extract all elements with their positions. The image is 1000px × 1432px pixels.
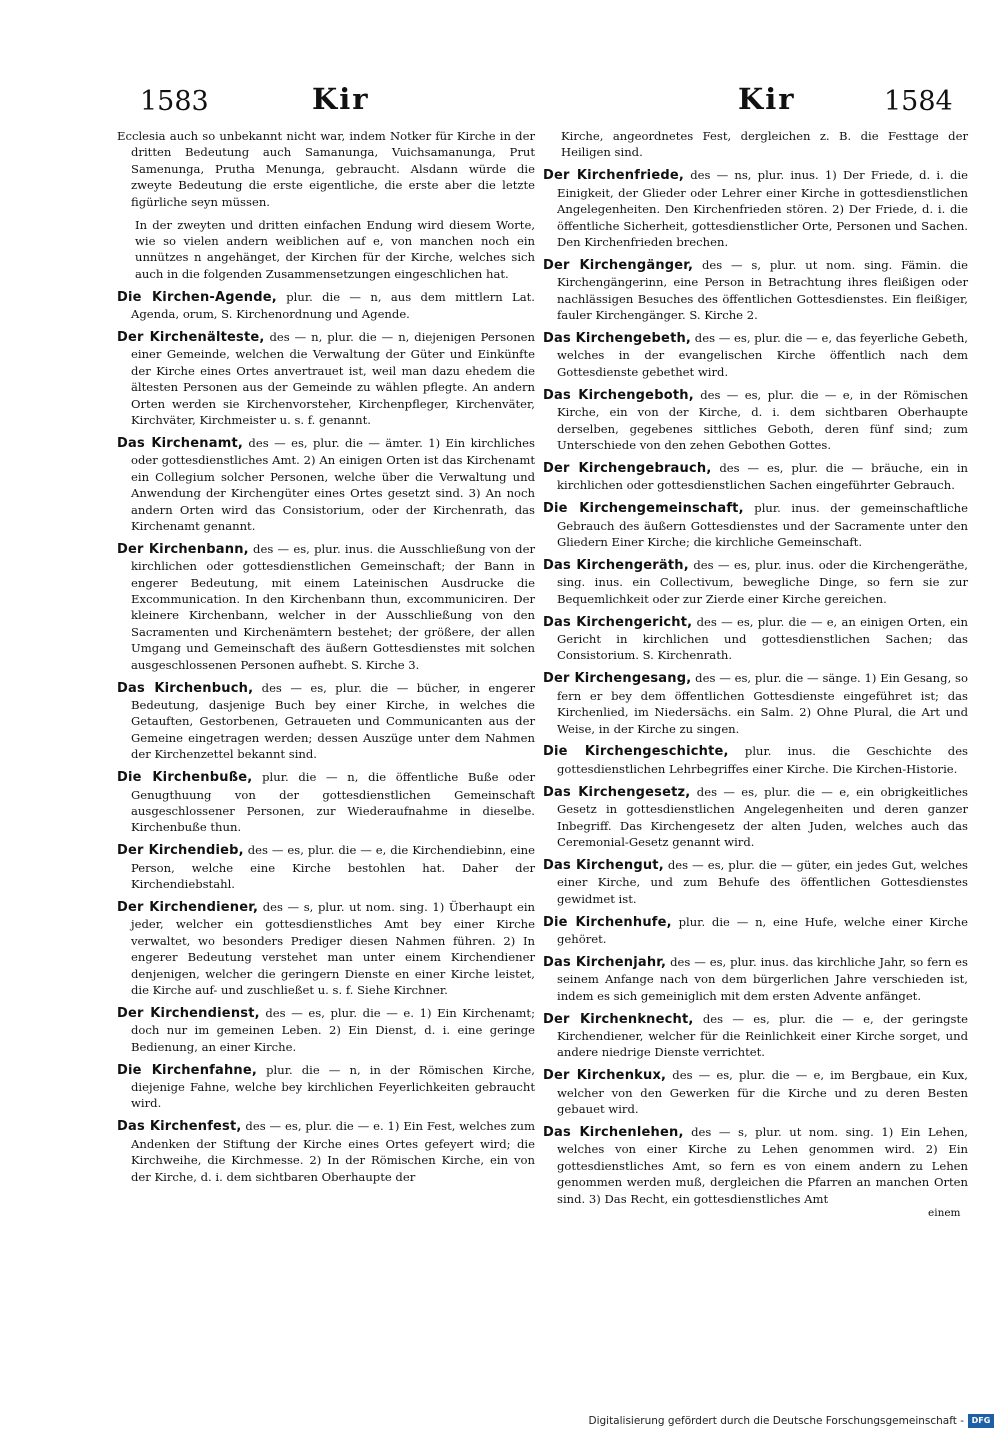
entry-headword: Der Kirchenkux, xyxy=(543,1068,667,1084)
entry-text: plur. die — n, aus dem mittlern Lat. Agenda, orum, S. Kirchenordnung und Agende. xyxy=(131,289,535,322)
footer xyxy=(0,1413,1000,1432)
entry-text: des — s, plur. ut nom. sing. 1) Überhaupt ein jeder, welcher ein gottesdienstliches Amt bey einer Kirche verwaltet, wo besonders Prediger diesen Nahmen führen. 2) In engerer Bedeutung verstehet man unter einem Kirchendiener denjenigen, welcher die geringern Dienste en einer Kirche leistet, die Kirche auf- und zuschließet u. s. f. Siehe Kirchner. xyxy=(131,899,535,997)
dictionary-entry xyxy=(543,387,968,454)
entry-headword: Das Kirchengeräth, xyxy=(543,557,689,573)
footer-text: Digitalisierung gefördert durch die Deutsche Forschungsgemeinschaft - xyxy=(588,1415,964,1427)
dictionary-entry xyxy=(543,257,968,324)
entry-text: Kirche, angeordnetes Fest, dergleichen z. B. die Festtage der Heiligen sind. xyxy=(561,129,968,160)
entry-text: des — es, plur. inus. oder die Kirchengeräthe, sing. inus. ein Collectivum, bewegliche Dinge, so fern sie zur Bequemlichkeit oder zur Zierde einer Kirche gereichen. xyxy=(557,557,968,606)
entry-headword: Das Kirchengebeth, xyxy=(543,330,692,346)
entry-text: des — s, plur. ut nom. sing. 1) Ein Lehen, welches von einer Kirche zu Lehen genommen wird. 2) Ein gottesdienstliches Amt, so fern es von einem andern zu Lehen genommen werden muß, dergleichen die Pfarren an manchen Orten sind. 3) Das Recht, ein gottesdienstliches Amt xyxy=(557,1125,968,1206)
dictionary-entry xyxy=(543,784,968,851)
entry-text: des — es, plur. die — e, das feyerliche Gebeth, welches in der evangelischen Kirche öffentlich nach dem Gottesdienste gebethet wird. xyxy=(557,330,968,379)
dictionary-entry xyxy=(117,1005,535,1055)
entry-headword: Die Kirchengeschichte, xyxy=(543,744,729,760)
dictionary-entry xyxy=(117,435,535,534)
entry-text: des — es, plur. die — sänge. 1) Ein Gesang, so fern er bey dem öffentlichen Gottesdienste eingeführet ist; das Kirchenlied, im Niedersächs. ein Salm. 2) Ohne Plural, die Art und Weise, in der Kirche zu singen. xyxy=(557,671,968,736)
entry-headword: Das Kirchengeboth, xyxy=(543,387,694,403)
entry-text: des — es, plur. die — e. 1) Ein Fest, welches zum Andenken der Stiftung der Kirche eines Ortes gefeyert wird; die Kirchweihe, die Kirchmesse. 2) In der Römischen Kirche, ein von der Kirche, d. i. dem sichtbaren Oberhaupte der xyxy=(131,1119,535,1184)
entry-text: Ecclesia auch so unbekannt nicht war, indem Notker für Kirche in der dritten Bedeutung auch Samanunga, Vuichsamanunga, Prut Samenunga, Prutha Menunga, gebraucht. Alsdann würde die zweyte Bedeutung die erste eigentliche, die erste aber die letzte figürliche seyn müssen. xyxy=(117,129,535,209)
entry-text: des — es, plur. die — e. 1) Ein Kirchenamt; doch nur im gemeinen Leben. 2) Ein Dienst, d. i. eine geringe Bedienung, an einer Kirche. xyxy=(131,1005,535,1054)
header-keyword-right: Kir xyxy=(738,82,796,116)
dictionary-entry xyxy=(543,1124,968,1207)
dictionary-entry xyxy=(543,1011,968,1061)
entry-text: plur. die — n, in der Römischen Kirche, diejenige Fahne, welche bey kirchlichen Feyerlichkeiten gebraucht wird. xyxy=(131,1062,535,1111)
entry-text: des — es, plur. inus. die Ausschließung von der kirchlichen oder gottesdienstlichen Gemeinschaft; der Bann in engerer Bedeutung, mit einem Lateinischen Ausdrucke die Excommunication. In den Kirchenbann thun, excommuniciren. Der kleinere Kirchenbann, welcher in der Ausschließung von den Sacramenten und Kirchenämtern bestehet; der größere, der allen Umgang und Gemeinschaft des äußern Gottesdienstes mit solchen ausgeschlossenen Personen aufhebt. S. Kirche 3. xyxy=(131,541,535,672)
dictionary-entry xyxy=(543,460,968,494)
page-header xyxy=(0,82,1000,122)
dictionary-entry xyxy=(117,329,535,428)
entry-headword: Der Kirchenbann, xyxy=(117,541,249,557)
entry-text: plur. inus. die Geschichte des gottesdienstlichen Lehrbegriffes einer Kirche. Die Kirchen-Historie. xyxy=(557,744,969,776)
entry-headword: Die Kirchen-Agende, xyxy=(117,289,277,305)
entry-headword: Der Kirchendienst, xyxy=(117,1005,260,1021)
dictionary-entry xyxy=(117,1118,535,1185)
dictionary-entry xyxy=(117,541,535,673)
dictionary-entry xyxy=(543,914,968,948)
entry-headword: Das Kirchenjahr, xyxy=(543,954,667,970)
text-paragraph xyxy=(117,217,535,283)
dictionary-entry xyxy=(543,857,968,907)
entry-headword: Die Kirchenhufe, xyxy=(543,914,672,930)
catchword: einem xyxy=(928,1207,961,1219)
dictionary-entry xyxy=(543,330,968,380)
dictionary-entry xyxy=(543,1067,968,1117)
entry-text: des — es, plur. die — e, an einigen Orten, ein Gericht in kirchlichen und gottesdienstlichen Sachen; das Consistorium. S. Kirchenrath. xyxy=(557,614,968,663)
entry-headword: Der Kirchendieb, xyxy=(117,843,244,859)
dictionary-entry xyxy=(543,743,968,777)
dictionary-entry xyxy=(543,167,968,250)
entry-headword: Das Kirchenamt, xyxy=(117,435,244,451)
entry-headword: Das Kirchengut, xyxy=(543,857,664,873)
entry-text: plur. inus. der gemeinschaftliche Gebrauch des äußern Gottesdienstes und der Sacramente unter den Gliedern Einer Kirche; die kirchliche Gemeinschaft. xyxy=(557,501,968,549)
entry-text: plur. die — n, die öffentliche Buße oder Genugthuung von der gottesdienstlichen Gemeinschaft ausgeschlossener Personen, zur Wiederaufnahme in dieselbe. Kirchenbuße thun. xyxy=(131,770,535,835)
dictionary-entry xyxy=(543,954,968,1004)
entry-text: des — es, plur. die — e, in der Römischen Kirche, ein von der Kirche, d. i. dem sichtbaren Oberhaupte derselben, gegebenes sittliches Geboth, deren fünf sind; zum Unterschiede von den zehen Gebothen Gottes. xyxy=(557,387,968,452)
page-number-left: 1583 xyxy=(140,86,209,117)
entry-headword: Der Kirchenälteste, xyxy=(117,329,265,345)
dictionary-entry xyxy=(543,557,968,607)
entry-headword: Der Kirchendiener, xyxy=(117,899,259,915)
entry-headword: Der Kirchenfriede, xyxy=(543,168,685,184)
entry-headword: Das Kirchenlehen, xyxy=(543,1125,684,1141)
dictionary-entry xyxy=(117,289,535,323)
entry-text: des — es, plur. die — güter, ein jedes Gut, welches einer Kirche, und zum Behufe des öffentlichen Gottesdienstes gewidmet ist. xyxy=(557,857,969,906)
dictionary-entry xyxy=(543,614,968,664)
entry-headword: Das Kirchengericht, xyxy=(543,614,693,630)
dictionary-entry xyxy=(117,1062,535,1112)
text-paragraph xyxy=(117,128,535,210)
entry-text: des — es, plur. die — e, im Bergbaue, ein Kux, welcher von den Gewerken für die Kirche und zu deren Besten gebauet wird. xyxy=(557,1068,968,1117)
dictionary-entry xyxy=(117,842,535,892)
entry-headword: Der Kirchengänger, xyxy=(543,257,694,273)
entry-text: des — s, plur. ut nom. sing. Fämin. die Kirchengängerinn, eine Person in Betrachtung ihres fleißigen oder nachlässigen Besuches des öffentlichen Gottesdienstes. Ein fleißiger, fauler Kirchengänger. S. Kirche 2. xyxy=(557,257,968,323)
left-column xyxy=(117,128,535,1191)
dictionary-entry xyxy=(543,670,968,737)
right-column xyxy=(543,128,968,1214)
entry-headword: Das Kirchenbuch, xyxy=(117,680,254,696)
entry-text: des — n, plur. die — n, diejenigen Personen einer Gemeinde, welchen die Verwaltung der Güter und Einkünfte der Kirche eines Ortes anvertrauet ist, weil man dazu ehedem die ältesten Personen aus der Gemeinde zu wählen pflegte. An andern Orten werden sie Kirchenvorsteher, Kirchenpfleger, Kirchenväter, Kirchväter, Kirchmeister u. s. f. genannt. xyxy=(131,329,535,427)
entry-text: des — es, plur. die — e, die Kirchendiebinn, eine Person, welche eine Kirche bestohlen hat. Daher der Kirchendiebstahl. xyxy=(131,843,535,892)
entry-headword: Die Kirchenbuße, xyxy=(117,770,253,786)
entry-text: des — es, plur. die — e, der geringste Kirchendiener, welcher für die Reinlichkeit einer Kirche sorget, und andere niedrige Dienste verrichtet. xyxy=(557,1011,969,1060)
entry-text: des — es, plur. die — e, ein obrigkeitliches Gesetz in gottesdienstlichen Angelegenheiten und deren ganzer Inbegriff. Das Kirchengesetz der alten Juden, welches auch das Ceremonial-Gesetz genannt wird. xyxy=(557,784,968,849)
entry-text: In der zweyten und dritten einfachen Endung wird diesem Worte, wie so vielen andern weiblichen auf e, von manchen noch ein unnützes n angehänget, der Kirchen für der Kirche, welches sich auch in die folgenden Zusammensetzungen eingeschlichen hat. xyxy=(135,217,535,281)
entry-headword: Das Kirchenfest, xyxy=(117,1119,242,1135)
dictionary-entry xyxy=(543,500,968,550)
dictionary-entry xyxy=(117,769,535,836)
dictionary-entry xyxy=(117,680,535,763)
entry-text: des — es, plur. inus. das kirchliche Jahr, so fern es seinem Anfange nach von dem bürgerlichen Jahre verschieden ist, indem es sich gemeiniglich mit dem ersten Advente anfänget. xyxy=(557,954,968,1003)
entry-headword: Der Kirchengebrauch, xyxy=(543,460,712,476)
page-number-right: 1584 xyxy=(884,86,953,117)
dictionary-entry xyxy=(117,899,535,998)
dfg-logo: DFG xyxy=(968,1414,994,1428)
entry-text: des — es, plur. die — ämter. 1) Ein kirchliches oder gottesdienstliches Amt. 2) An einigen Orten ist das Kirchenamt ein Collegium solcher Personen, welche über die Verwaltung und Anwendung der Kirchengüter eines Ortes gesetzt sind. 3) An noch andern Orten wird das Consistorium, oder der Kirchenrath, das Kirchenamt genannt. xyxy=(131,435,535,533)
entry-headword: Der Kirchenknecht, xyxy=(543,1011,694,1027)
entry-text: des — ns, plur. inus. 1) Der Friede, d. i. die Einigkeit, der Glieder oder Lehrer einer Kirche in gottesdienstlichen Angelegenheiten. Den Kirchenfrieden stören. 2) Der Friede, d. i. die öffentliche Sicherheit, gottesdienstlicher Orte, Personen und Sachen. Den Kirchenfrieden brechen. xyxy=(557,168,968,249)
entry-text: des — es, plur. die — bücher, in engerer Bedeutung, dasjenige Buch bey einer Kirche, in welches die Getauften, Gestorbenen, Getraueten und Communicanten aus der Gemeine eingetragen werden; dessen Auszüge unter dem Nahmen der Kirchenzettel bekannt sind. xyxy=(131,680,535,762)
entry-text: plur. die — n, eine Hufe, welche einer Kirche gehöret. xyxy=(557,914,968,946)
entry-headword: Die Kirchengemeinschaft, xyxy=(543,501,744,517)
entry-headword: Die Kirchenfahne, xyxy=(117,1062,258,1078)
text-paragraph xyxy=(543,128,968,161)
entry-headword: Der Kirchengesang, xyxy=(543,671,692,687)
header-keyword-left: Kir xyxy=(312,82,370,116)
entry-text: des — es, plur. die — bräuche, ein in kirchlichen oder gottesdienstlichen Sachen eingeführter Gebrauch. xyxy=(557,460,968,493)
entry-headword: Das Kirchengesetz, xyxy=(543,784,691,800)
